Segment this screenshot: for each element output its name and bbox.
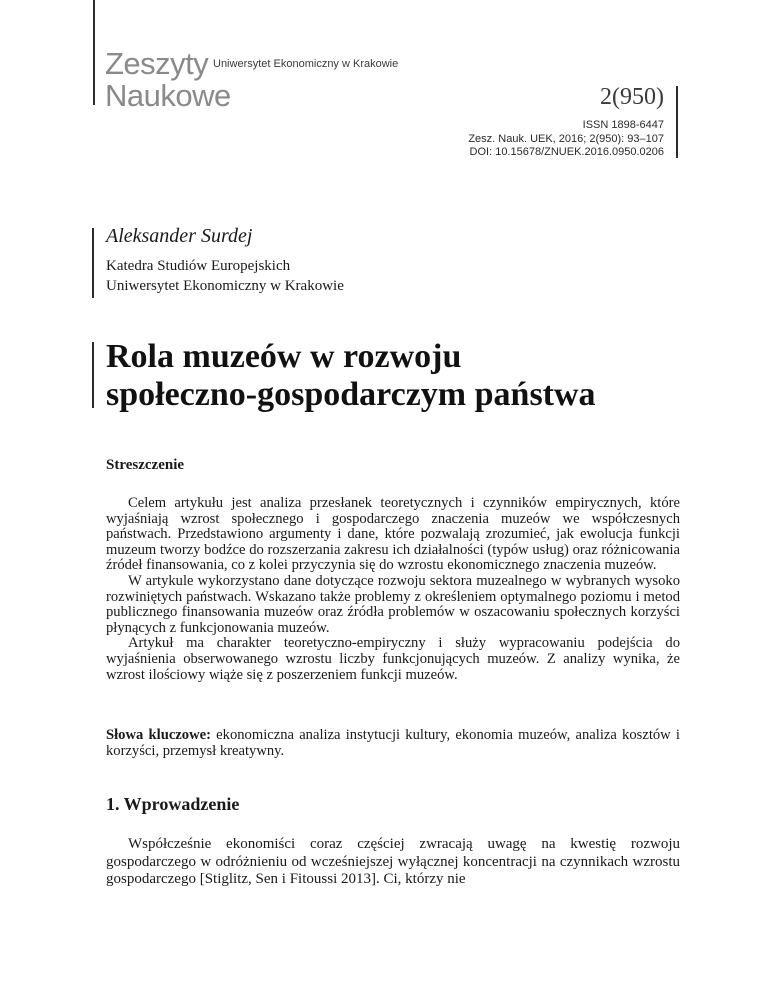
doi: DOI: 10.15678/ZNUEK.2016.0950.0206 bbox=[469, 146, 664, 158]
article-title-line1: Rola muzeów w rozwoju bbox=[106, 338, 462, 375]
abstract-paragraph-1: Celem artykułu jest analiza przesłanek teoretycznych i czynników empirycznych, które wyjaśniają wzrost społecznego i gospodarczego znaczenia muzeów we współczesnych państwach. Przedstawiono argumenty i dane, które pozwalają zrozumieć, jak ewolucja funkcji muzeum tworzy bodźce do rozszerzania zakresu ich działalności (typów usług) oraz różnicowania źródeł finansowania, co z kolei przyczynia się do wzrostu ekonomicznego znaczenia muzeów. bbox=[106, 495, 680, 574]
publisher-name: Uniwersytet Ekonomiczny w Krakowie bbox=[213, 58, 399, 70]
article-title-line2: społeczno-gospodarczym państwa bbox=[106, 376, 596, 413]
section-heading bbox=[106, 793, 680, 815]
author-rule bbox=[92, 228, 94, 298]
abstract-heading-text: Streszczenie bbox=[106, 457, 185, 473]
author-block bbox=[106, 224, 344, 296]
section-1-body bbox=[106, 836, 680, 889]
abstract-body bbox=[106, 496, 680, 683]
keywords bbox=[106, 728, 680, 759]
meta-right-rule bbox=[676, 86, 678, 158]
keywords-label: Słowa kluczowe: bbox=[106, 727, 211, 743]
masthead-left-rule bbox=[93, 0, 95, 105]
abstract-paragraph-3: Artykuł ma charakter teoretyczno-empiryczny i służy wypracowaniu podejścia do wyjaśnienia obserwowanego wzrostu liczby funkcjonujących muzeów. Z analizy wynika, że wzrost ilościowy wiąże się z poszerzeniem funkcji muzeów. bbox=[106, 635, 680, 683]
author-name: Aleksander Surdej bbox=[106, 225, 253, 247]
bibliographic-meta bbox=[468, 119, 664, 160]
author-university: Uniwersytet Ekonomiczny w Krakowie bbox=[106, 278, 344, 294]
author-department: Katedra Studiów Europejskich bbox=[106, 258, 291, 274]
keywords-text: ekonomiczna analiza instytucji kultury, ekonomia muzeów, analiza kosztów i korzyści, przemysł kreatywny. bbox=[106, 727, 680, 759]
issn: ISSN 1898-6447 bbox=[582, 119, 664, 131]
section-1-heading: 1. Wprowadzenie bbox=[106, 794, 240, 814]
abstract-paragraph-2: W artykule wykorzystano dane dotyczące rozwoju sektora muzealnego w wybranych wysoko rozwiniętych państwach. Wskazano także problemy z określeniem optymalnego poziomu i metod publicznego finansowania muzeów oraz źródła problemów w oszacowaniu społecznych korzyści płynących z funkcjonowania muzeów. bbox=[106, 572, 680, 636]
abstract-heading bbox=[106, 458, 680, 474]
journal-logo-line1: Zeszyty bbox=[105, 46, 209, 81]
section-1-paragraph-1: Współcześnie ekonomiści coraz częściej zwracają uwagę na kwestię rozwoju gospodarczego w odróżnieniu od wcześniejszej wyłącznej koncentracji na czynnikach wzrostu gospodarczego [Stiglitz, Sen i Fitoussi 2013]. Ci, którzy nie bbox=[106, 836, 680, 887]
article-title bbox=[106, 338, 596, 414]
citation: Zesz. Nauk. UEK, 2016; 2(950): 93–107 bbox=[468, 132, 664, 145]
title-rule bbox=[92, 342, 94, 408]
journal-logo-line2: Naukowe bbox=[105, 78, 231, 113]
issue-number: 2(950) bbox=[600, 84, 664, 110]
